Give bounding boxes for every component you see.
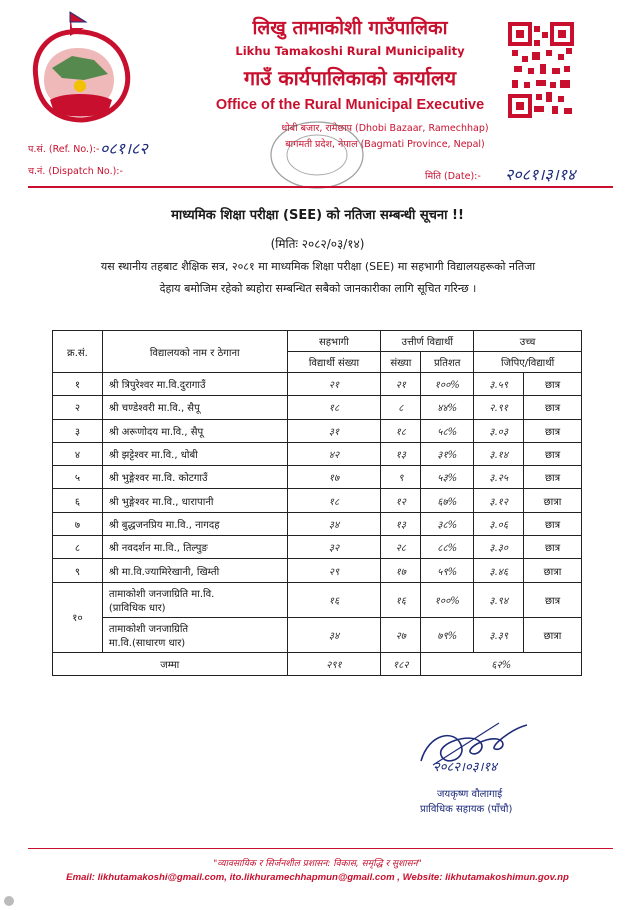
row10b-school-line1: तामाकोशी जनजाग्रिति: [108, 623, 189, 635]
row-gpa: ३.१४: [474, 442, 524, 465]
date-value: २०८१।३।१४: [505, 165, 576, 184]
row-student: छात्र: [524, 419, 582, 442]
ref-no-label: प.सं. (Ref. No.):-: [28, 144, 100, 155]
header-passed-pct: प्रतिशत: [421, 352, 474, 373]
signatory-name: जयकृष्ण वौलागाई: [437, 789, 503, 800]
row-pct: ८८%: [421, 536, 474, 559]
total-participants: २९१: [287, 652, 381, 675]
row-participants: १७: [287, 466, 381, 489]
row10b-pct: ७९%: [421, 617, 474, 652]
row-sn: ५: [53, 466, 103, 489]
signatory-title: प्राविधिक सहायक (पाँचौ): [420, 804, 513, 815]
header-highest: उच्च: [474, 331, 582, 352]
total-passed: १८२: [381, 652, 421, 675]
row-student: छात्र: [524, 512, 582, 535]
row-participants: ३४: [287, 512, 381, 535]
row-student: छात्र: [524, 396, 582, 419]
row-gpa: ३.२५: [474, 466, 524, 489]
dispatch-no-label: च.नं. (Dispatch No.):-: [28, 166, 123, 177]
row-school: श्री मा.वि.ज्यामिरेखानी, खिम्ती: [102, 559, 287, 582]
row-sn: ४: [53, 442, 103, 465]
row-sn: ३: [53, 419, 103, 442]
municipality-name-english: Likhu Tamakoshi Rural Municipality: [235, 44, 465, 58]
row10a-school: [102, 582, 287, 617]
row-pct: ५९%: [421, 559, 474, 582]
row-passed: १३: [381, 442, 421, 465]
row-participants: ४२: [287, 442, 381, 465]
row-sn: ७: [53, 512, 103, 535]
row10-sn: १०: [53, 582, 103, 652]
row10b-gpa: ३.३९: [474, 617, 524, 652]
row10b-school-line2: मा.वि.(साधारण धार): [108, 637, 186, 649]
row10b-participants: ३४: [287, 617, 381, 652]
row-gpa: ३.३०: [474, 536, 524, 559]
row-passed: १२: [381, 489, 421, 512]
row-school: श्री भुङ्गेश्वर मा.वि., धारापानी: [102, 489, 287, 512]
header-passed-count: संख्या: [381, 352, 421, 373]
date-label: मिति (Date):-: [425, 171, 481, 182]
row-passed: २१: [381, 373, 421, 396]
row10a-student: छात्र: [524, 582, 582, 617]
table-total-row: [53, 652, 582, 675]
row10b-student: छात्रा: [524, 617, 582, 652]
row-student: छात्र: [524, 373, 582, 396]
row-sn: ९: [53, 559, 103, 582]
table-row: [53, 373, 582, 396]
notice-date: (मितिः २०८२/०३/१४): [270, 237, 365, 251]
header-participants-2: विद्यार्थी संख्या: [287, 352, 381, 373]
row-participants: ३१: [287, 419, 381, 442]
row10a-passed: १६: [381, 582, 421, 617]
row-sn: ८: [53, 536, 103, 559]
scanner-watermark-icon: [4, 896, 14, 906]
row-school: श्री नवदर्शन मा.वि., तिल्पुङ: [102, 536, 287, 559]
row-pct: ५८%: [421, 419, 474, 442]
table-row: [53, 396, 582, 419]
row-passed: १८: [381, 419, 421, 442]
email-link-2[interactable]: ito.likhuramechhapmun@gmail.com ,: [229, 872, 400, 883]
row10a-gpa: ३.९४: [474, 582, 524, 617]
results-table: [52, 330, 582, 676]
row-pct: ३१%: [421, 442, 474, 465]
table-row: [53, 512, 582, 535]
row-pct: ५३%: [421, 466, 474, 489]
row-student: छात्र: [524, 466, 582, 489]
total-label: जम्मा: [53, 652, 288, 675]
row10a-school-line2: (प्राविधिक धार): [108, 602, 166, 614]
row-gpa: ३.१२: [474, 489, 524, 512]
header-divider: [28, 186, 613, 188]
row-school: श्री भुङ्गेश्वर मा.वि. कोटगाउँ: [102, 466, 287, 489]
row10a-school-line1: तामाकोशी जनजाग्रिति मा.वि.: [108, 588, 215, 600]
address-line-1: धोबी बजार, रामेछाप (Dhobi Bazaar, Ramechhap): [281, 123, 489, 134]
coat-of-arms-emblem: [22, 8, 140, 128]
row-participants: १८: [287, 489, 381, 512]
email-link-1[interactable]: likhutamakoshi@gmail.com,: [97, 872, 227, 883]
row-pct: ३८%: [421, 512, 474, 535]
footer-divider: [28, 848, 613, 849]
row-passed: १३: [381, 512, 421, 535]
table-row: [53, 536, 582, 559]
row10b-school: [102, 617, 287, 652]
table-row: [53, 559, 582, 582]
row-school: श्री अरूणोदय मा.वि., सैपू: [102, 419, 287, 442]
row-participants: ३२: [287, 536, 381, 559]
row-passed: ९: [381, 466, 421, 489]
row-pct: १००%: [421, 373, 474, 396]
office-stamp: [268, 118, 366, 192]
row-gpa: ३.४६: [474, 559, 524, 582]
row-gpa: ३.०३: [474, 419, 524, 442]
row-sn: २: [53, 396, 103, 419]
row-gpa: २.९१: [474, 396, 524, 419]
row-student: छात्रा: [524, 489, 582, 512]
table-row: [53, 442, 582, 465]
table-row-10b: [53, 617, 582, 652]
office-name-english: Office of the Rural Municipal Executive: [215, 97, 485, 113]
header-sn: क्र.सं.: [53, 331, 103, 373]
row-passed: ८: [381, 396, 421, 419]
row-participants: २९: [287, 559, 381, 582]
row-student: छात्र: [524, 442, 582, 465]
footer-slogan: "व्यावसायिक र सिर्जनशील प्रशासन: विकास, समृद्धि र सुशासन": [213, 859, 422, 869]
row-sn: १: [53, 373, 103, 396]
website-link[interactable]: likhutamakoshimun.gov.np: [445, 872, 569, 883]
row-passed: २८: [381, 536, 421, 559]
row-pct: ६७%: [421, 489, 474, 512]
row10a-participants: १६: [287, 582, 381, 617]
address-line-2: बागमती प्रदेश, नेपाल (Bagmati Province, Nepal): [285, 139, 485, 150]
footer-contact: [6, 872, 629, 883]
table-row-10a: [53, 582, 582, 617]
row-school: श्री झट्टेश्वर मा.वि., धोबी: [102, 442, 287, 465]
municipality-name-nepali: लिखु तामाकोशी गाउँपालिका: [252, 17, 448, 39]
table-row: [53, 489, 582, 512]
row-participants: १८: [287, 396, 381, 419]
table-row: [53, 419, 582, 442]
header-passed: उत्तीर्ण विद्यार्थी: [381, 331, 474, 352]
notice-paragraph: यस स्थानीय तहबाट शैक्षिक सत्र, २०८१ मा माध्यमिक शिक्षा परीक्षा (SEE) मा सहभागी विद्यालयहरूको नतिजा देहाय बमोजिम रहेको ब्यहोरा सम्बन्धित सबैको जानकारीका लागि सूचित गरिन्छ ।: [100, 260, 536, 295]
row10a-pct: १००%: [421, 582, 474, 617]
office-name-nepali: गाउँ कार्यपालिकाको कार्यालय: [243, 66, 457, 90]
website-label: Website:: [402, 872, 443, 883]
table-row: [53, 466, 582, 489]
email-label: Email:: [66, 872, 95, 883]
row10b-passed: २७: [381, 617, 421, 652]
row-school: श्री त्रिपुरेश्वर मा.वि.दुरागाउँ: [102, 373, 287, 396]
row-sn: ६: [53, 489, 103, 512]
row-school: श्री बुद्धजनप्रिय मा.वि., नागदह: [102, 512, 287, 535]
row-student: छात्रा: [524, 559, 582, 582]
row-passed: १७: [381, 559, 421, 582]
row-participants: २१: [287, 373, 381, 396]
row-gpa: ३.५९: [474, 373, 524, 396]
row-pct: ४४%: [421, 396, 474, 419]
header-participants-1: सहभागी: [287, 331, 381, 352]
row-student: छात्र: [524, 536, 582, 559]
signature-date: २०८२।०३।१४: [433, 760, 497, 775]
header-highest-sub: जिपिए/विद्यार्थी: [474, 352, 582, 373]
row-gpa: ३.०६: [474, 512, 524, 535]
header-school: विद्यालयको नाम र ठेगाना: [102, 331, 287, 373]
row-school: श्री चण्डेश्वरी मा.वि., सैपू: [102, 396, 287, 419]
ref-no-value: ०८१।८२: [100, 139, 148, 158]
total-pct: ६२%: [421, 652, 582, 675]
notice-title: माध्यमिक शिक्षा परीक्षा (SEE) को नतिजा सम्बन्धी सूचना !!: [171, 208, 464, 223]
